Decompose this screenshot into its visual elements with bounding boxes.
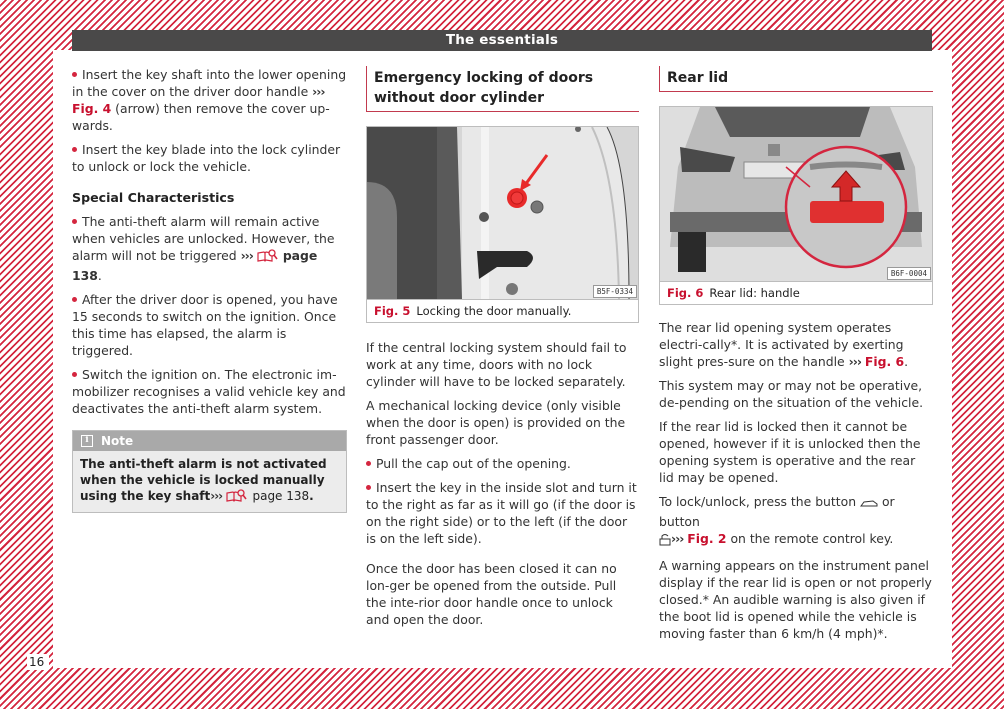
paragraph: Once the door has been closed it can no lon-ger be opened from the outside. Pull the inte-rior door handle once to unlock and open the door. [366, 561, 617, 627]
figure-caption: Fig. 5 Locking the door manually. [367, 299, 638, 322]
column-left [72, 66, 347, 513]
info-icon: i [81, 435, 93, 447]
column-middle [366, 66, 639, 635]
paragraph: To lock/unlock, press the button or button ››› Fig. 2 on the remote control key. [659, 493, 933, 550]
cross-ref-arrows: ››› [312, 84, 325, 99]
paragraph: If the central locking system should fail to work at any time, doors with no lock cylinder will have to be locked separately. [366, 340, 627, 389]
fig-4-link[interactable]: Fig. 4 [72, 101, 112, 116]
book-magnifier-icon [257, 249, 279, 267]
image-id-label: B6F-0004 [887, 267, 931, 280]
paragraph: This system may or may not be operative, de-pending on the situation of the vehicle. [659, 378, 924, 410]
list-item: Pull the cap out of the opening. [366, 455, 639, 472]
door-lock-illustration [367, 127, 638, 299]
book-magnifier-icon [226, 489, 248, 507]
cross-ref-arrows: ››› [848, 354, 861, 369]
list-item: Insert the key blade into the lock cylinder to unlock or lock the vehicle. [72, 141, 347, 175]
fig-2-link[interactable]: Fig. 2 [687, 531, 727, 546]
chapter-header: The essentials [72, 30, 932, 51]
paragraph: The rear lid opening system operates electri-cally*. It is activated by exerting slight pres-sure on the handle ››› Fig. 6. [659, 320, 909, 369]
paragraph: A warning appears on the instrument panel display if the rear lid is open or not properly closed.* An audible warning is also given if the boot lid is opened while the vehicle is moving faster than 6 km/h (4 mph)*. [659, 558, 932, 641]
car-boot-icon [860, 496, 878, 513]
column-right [659, 66, 933, 649]
rear-lid-illustration [660, 107, 932, 281]
note-box [72, 430, 347, 513]
list-item: Switch the ignition on. The electronic im-mobilizer recognises a valid vehicle key and deactivates the anti-theft alarm system. [72, 367, 346, 416]
image-id-label: B5F-0334 [593, 285, 637, 298]
list-item: After the driver door is opened, you have 15 seconds to switch on the ignition. Once this time has elapsed, the alarm is triggered. [72, 291, 347, 359]
paragraph: If the rear lid is locked then it cannot be opened, however if it is unlocked then the opening system is operative and the rear lid may be opened. [659, 419, 921, 485]
list-item: The anti-theft alarm will remain active when vehicles are unlocked. However, the alarm will not be triggered ››› page 138. [72, 213, 347, 284]
page-number: 16 [27, 654, 49, 670]
note-header: i Note [73, 431, 346, 451]
cross-ref-arrows: ››› [210, 489, 223, 503]
cross-ref-arrows: ››› [240, 248, 253, 263]
figure-6 [659, 106, 933, 305]
unlock-icon [659, 533, 671, 550]
fig-6-link[interactable]: Fig. 6 [864, 354, 905, 369]
paragraph: A mechanical locking device (only visible when the door is open) is provided on the front passenger door. [366, 398, 626, 447]
section-heading-rear-lid: Rear lid [659, 66, 933, 92]
cross-ref-arrows: ››› [671, 531, 684, 546]
page-138-link[interactable]: page 138 [72, 248, 318, 283]
page-138-link[interactable]: page 138 [252, 489, 310, 503]
list-item: Insert the key in the inside slot and turn it to the right as far as it will go (if the door is on the right side) or to the left (if the door is on the left side). [366, 479, 639, 547]
note-body: The anti-theft alarm is not activated when the vehicle is locked manually using the key shaft››› page 138. [73, 451, 346, 512]
list-item: Insert the key shaft into the lower opening in the cover on the driver door handle ››› Fig. 4 (arrow) then remove the cover up-wards. [72, 67, 347, 133]
subheading-special-characteristics: Special Characteristics [72, 190, 235, 205]
figure-5 [366, 126, 639, 323]
figure-caption: Fig. 6 Rear lid: handle [660, 281, 932, 304]
section-heading-emergency-locking: Emergency locking of doors without door cylinder [366, 66, 639, 112]
